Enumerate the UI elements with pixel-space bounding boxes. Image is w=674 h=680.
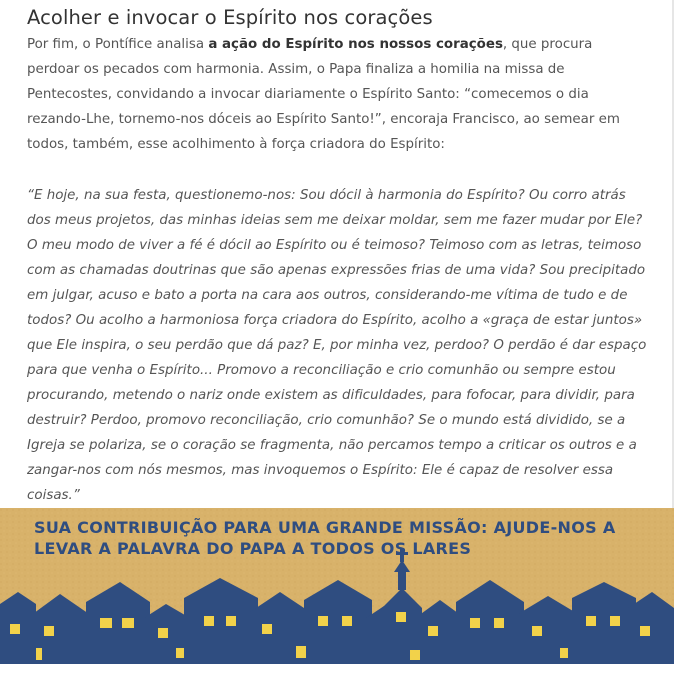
banner-headline: SUA CONTRIBUIÇÃO PARA UMA GRANDE MISSÃO: AJUDE-NOS A LEVAR A PALAVRA DO PAPA A TODOS OS LARES — [34, 518, 616, 558]
intro-text-end: , que procura perdoar os pecados com harmonia. Assim, o Papa finaliza a homilia na missa de Pentecostes, convidando a invocar diariamente o Espírito Santo: “comecemos o dia rezando-Lhe, tornemo-nos dóceis ao Espírito Santo!”, encoraja Francisco, ao semear em todos, também, esse acolhimento à força criadora do Espírito: — [27, 37, 620, 152]
intro-text-start: Por fim, o Pontífice analisa — [27, 37, 209, 52]
donation-banner[interactable] — [0, 508, 674, 664]
intro-highlight: a ação do Espírito nos nossos corações — [208, 37, 503, 52]
intro-paragraph — [27, 32, 649, 157]
section-title: Acolher e invocar o Espírito nos corações — [27, 6, 433, 29]
quote-paragraph: “E hoje, na sua festa, questionemo-nos: Sou dócil à harmonia do Espírito? Ou corro atrás dos meus projetos, das minhas ideias sem me deixar moldar, sem me fazer mudar por Ele? O meu modo de viver a fé é dócil ao Espírito ou é teimoso? Teimoso com as letras, teimoso com as chamadas doutrinas que são apenas expressões frias de uma vida? Sou precipitado em julgar, acuso e bato a porta na cara aos outros, considerando-me vítima de tudo e de todos? Ou acolho a harmoniosa força criadora do Espírito, acolho a «graça de estar juntos» que Ele inspira, o seu perdão que dá paz? E, por minha vez, perdoo? O perdão é dar espaço para que venha o Espírito... Promovo a reconciliação e crio comunhão ou sempre estou procurando, metendo o nariz onde existem as dificuldades, para fofocar, para dividir, para destruir? Perdoo, promovo reconciliação, crio comunhão? Se o mundo está dividido, se a Igreja se polariza, se o coração se fragmenta, não percamos tempo a criticar os outros e a zangar-nos com nós mesmos, mas invoquemos o Espírito: Ele é capaz de resolver essa coisas.” — [27, 188, 647, 503]
